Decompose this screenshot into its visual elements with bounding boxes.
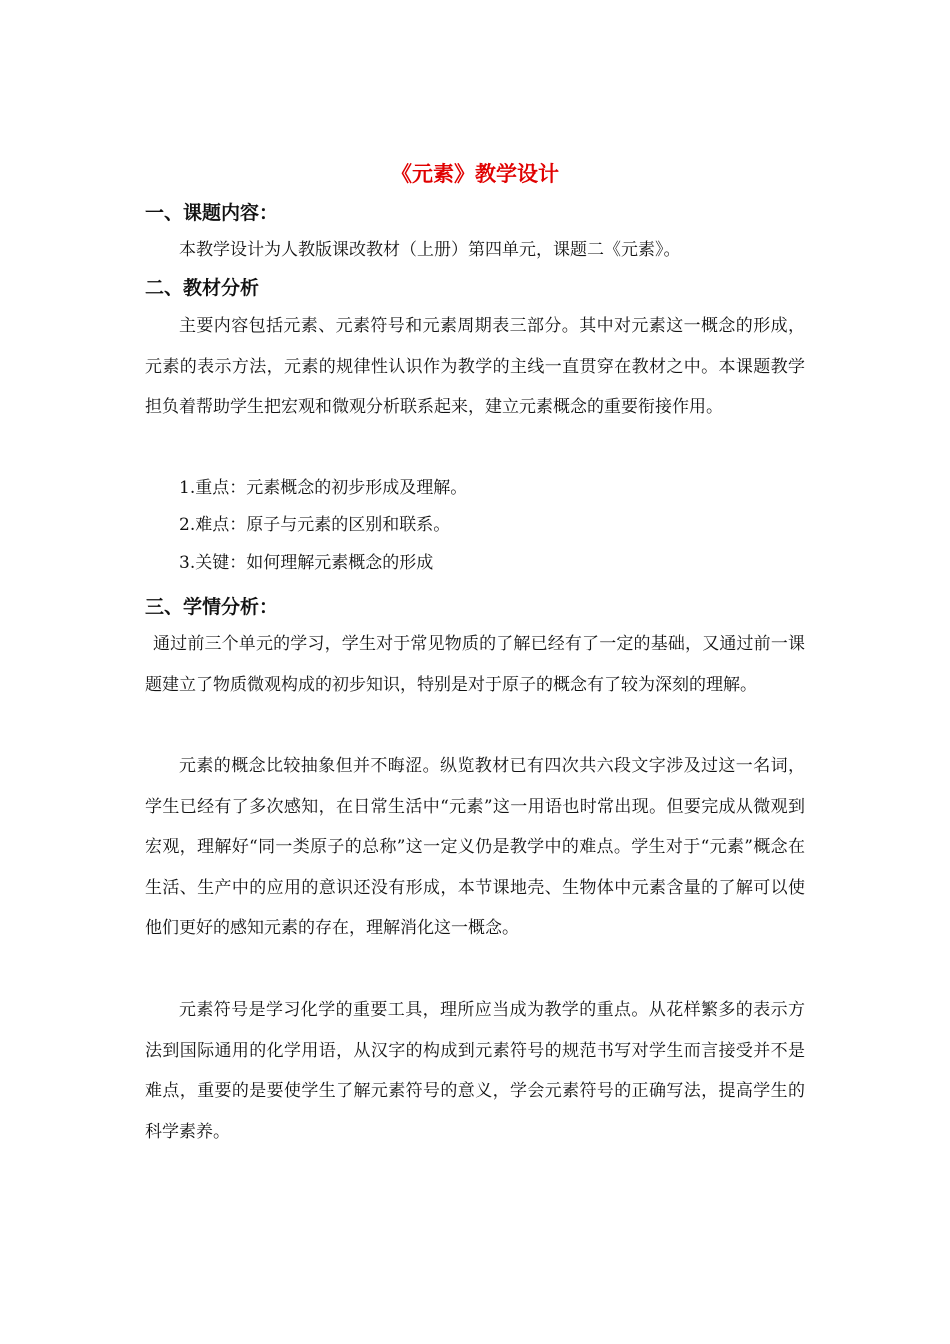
section-heading-student-analysis: 三、学情分析：	[145, 596, 279, 618]
document-title: 《元素》教学设计	[391, 162, 559, 186]
analysis-paragraph: 主要内容包括元素、元素符号和元素周期表三部分。其中对元素这一概念的形成，元素的表示方法，元素的规律性认识作为教学的主线一直贯穿在教材之中。本课题教学担负着帮助学生把宏观和微观分析联系起来，建立元素概念的重要衔接作用。	[145, 316, 805, 417]
section-heading-topic: 一、课题内容：	[145, 202, 279, 224]
key-point-item: 1.重点：元素概念的初步形成及理解。	[179, 478, 468, 498]
difficulty-item: 2.难点：原子与元素的区别和联系。	[179, 515, 451, 535]
section-heading-textbook-analysis: 二、教材分析	[145, 277, 260, 299]
student-paragraph-1: 通过前三个单元的学习，学生对于常见物质的了解已经有了一定的基础，又通过前一课题建立了物质微观构成的初步知识，特别是对于原子的概念有了较为深刻的理解。	[145, 634, 805, 695]
key-issue-item: 3.关键：如何理解元素概念的形成	[179, 553, 434, 573]
student-paragraph-3: 元素符号是学习化学的重要工具，理所应当成为教学的重点。从花样繁多的表示方法到国际通用的化学用语，从汉字的构成到元素符号的规范书写对学生而言接受并不是难点，重要的是要使学生了解元素符号的意义，学会元素符号的正确写法，提高学生的科学素养。	[145, 1000, 805, 1142]
student-paragraph-2: 元素的概念比较抽象但并不晦涩。纵览教材已有四次共六段文字涉及过这一名词，学生已经有了多次感知，在日常生活中“元素”这一用语也时常出现。但要完成从微观到宏观，理解好“同一类原子的总称”这一定义仍是教学中的难点。学生对于“元素”概念在生活、生产中的应用的意识还没有形成，本节课地壳、生物体中元素含量的了解可以使他们更好的感知元素的存在，理解消化这一概念。	[145, 756, 805, 938]
intro-paragraph: 本教学设计为人教版课改教材（上册）第四单元，课题二《元素》。	[179, 240, 681, 260]
